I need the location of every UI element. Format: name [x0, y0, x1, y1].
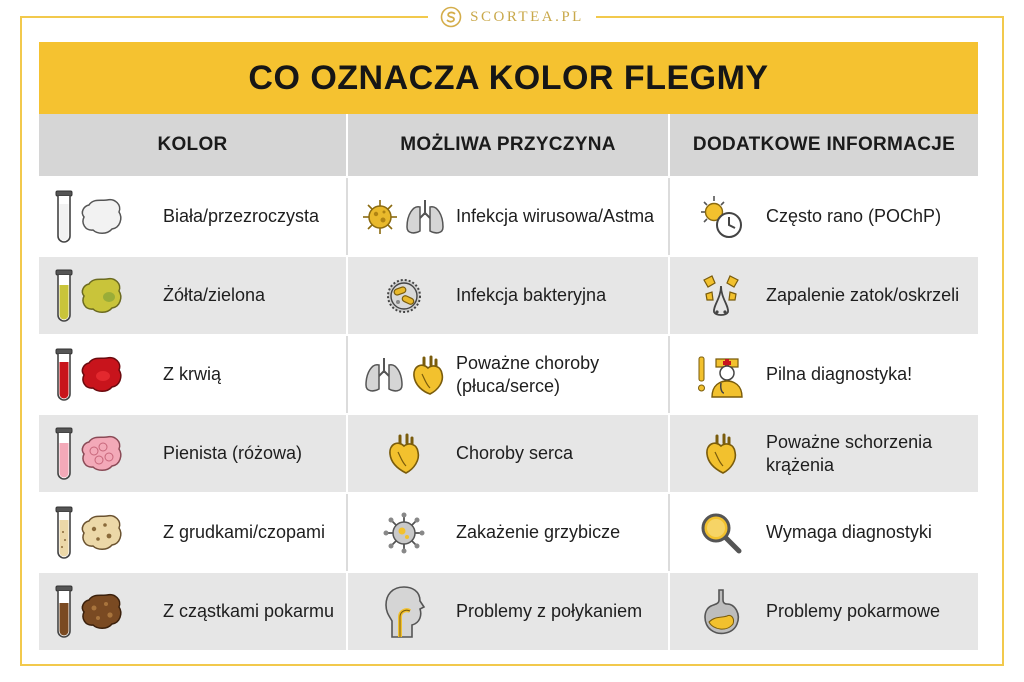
color-cell — [39, 257, 348, 334]
cause-label: Poważne choroby (płuca/serce) — [456, 352, 600, 396]
color-cell — [39, 336, 348, 413]
phlegm-blob-icon — [79, 354, 125, 396]
cause-label: Choroby serca — [456, 443, 574, 463]
test-tube-icon — [53, 506, 75, 560]
table-header-row — [39, 114, 978, 176]
test-tube-icon — [53, 585, 75, 639]
heart-icon — [410, 354, 446, 396]
color-cell — [39, 573, 348, 650]
color-cell — [39, 494, 348, 571]
cause-label: Zakażenie grzybicze — [456, 522, 621, 542]
sun-clock-icon — [696, 194, 746, 240]
phlegm-blob-icon — [79, 196, 125, 238]
test-tube-icon — [53, 190, 75, 244]
info-cell — [670, 257, 978, 334]
info-label: Poważne schorzenia krążenia — [766, 431, 933, 475]
title-banner — [39, 42, 978, 114]
table-row — [39, 176, 978, 255]
phlegm-table — [39, 114, 978, 650]
color-label: Żółta/zielona — [163, 285, 266, 305]
color-label: Pienista (różowa) — [163, 443, 303, 463]
alert-doctor-icon — [696, 351, 746, 399]
info-cell — [670, 178, 978, 255]
head-throat-icon — [382, 585, 426, 639]
fungus-icon — [382, 511, 426, 555]
info-cell — [670, 415, 978, 492]
cause-label: Infekcja wirusowa/Astma — [456, 206, 655, 226]
page-title: CO OZNACZA KOLOR FLEGMY — [248, 58, 769, 97]
info-cell — [670, 336, 978, 413]
info-label: Zapalenie zatok/oskrzeli — [766, 285, 960, 305]
lungs-icon — [362, 355, 406, 395]
color-cell — [39, 415, 348, 492]
cause-label: Problemy z połykaniem — [456, 601, 643, 621]
sinus-nose-icon — [698, 272, 744, 320]
phlegm-blob-icon — [79, 591, 125, 633]
cause-cell — [348, 178, 670, 255]
header-cell-color — [39, 114, 348, 176]
bacteria-icon — [382, 274, 426, 318]
cause-cell — [348, 573, 670, 650]
phlegm-blob-icon — [79, 512, 125, 554]
info-cell — [670, 573, 978, 650]
lungs-icon — [403, 197, 447, 237]
test-tube-icon — [53, 427, 75, 481]
info-label: Pilna diagnostyka! — [766, 364, 913, 384]
color-cell — [39, 178, 348, 255]
table-row — [39, 492, 978, 571]
info-cell — [670, 494, 978, 571]
phlegm-blob-icon — [79, 275, 125, 317]
header-label: KOLOR — [157, 134, 228, 155]
table-row — [39, 334, 978, 413]
heart-icon — [386, 432, 422, 476]
cause-cell — [348, 257, 670, 334]
cause-label: Infekcja bakteryjna — [456, 285, 607, 305]
virus-icon — [361, 198, 399, 236]
scortea-logo-icon — [440, 6, 462, 28]
cause-cell — [348, 336, 670, 413]
stomach-icon — [699, 588, 743, 636]
table-row — [39, 571, 978, 650]
heart-icon — [703, 432, 739, 476]
info-label: Problemy pokarmowe — [766, 601, 941, 621]
test-tube-icon — [53, 348, 75, 402]
color-label: Biała/przezroczysta — [163, 206, 320, 226]
header-label: MOŻLIWA PRZYCZYNA — [400, 134, 616, 155]
magnifier-icon — [698, 510, 744, 556]
header-cell-info — [670, 114, 978, 176]
color-label: Z grudkami/czopami — [163, 522, 326, 542]
color-label: Z cząstkami pokarmu — [163, 601, 335, 621]
header-label: DODATKOWE INFORMACJE — [692, 134, 956, 155]
phlegm-blob-icon — [79, 433, 125, 475]
table-row — [39, 413, 978, 492]
brand-header — [0, 4, 1024, 30]
info-label: Wymaga diagnostyki — [766, 522, 932, 542]
info-label: Często rano (POChP) — [766, 206, 942, 226]
table-row — [39, 255, 978, 334]
cause-cell — [348, 415, 670, 492]
cause-cell — [348, 494, 670, 571]
color-label: Z krwią — [163, 364, 221, 384]
header-cell-cause — [348, 114, 670, 176]
test-tube-icon — [53, 269, 75, 323]
brand-name: SCORTEA.PL — [470, 8, 584, 25]
